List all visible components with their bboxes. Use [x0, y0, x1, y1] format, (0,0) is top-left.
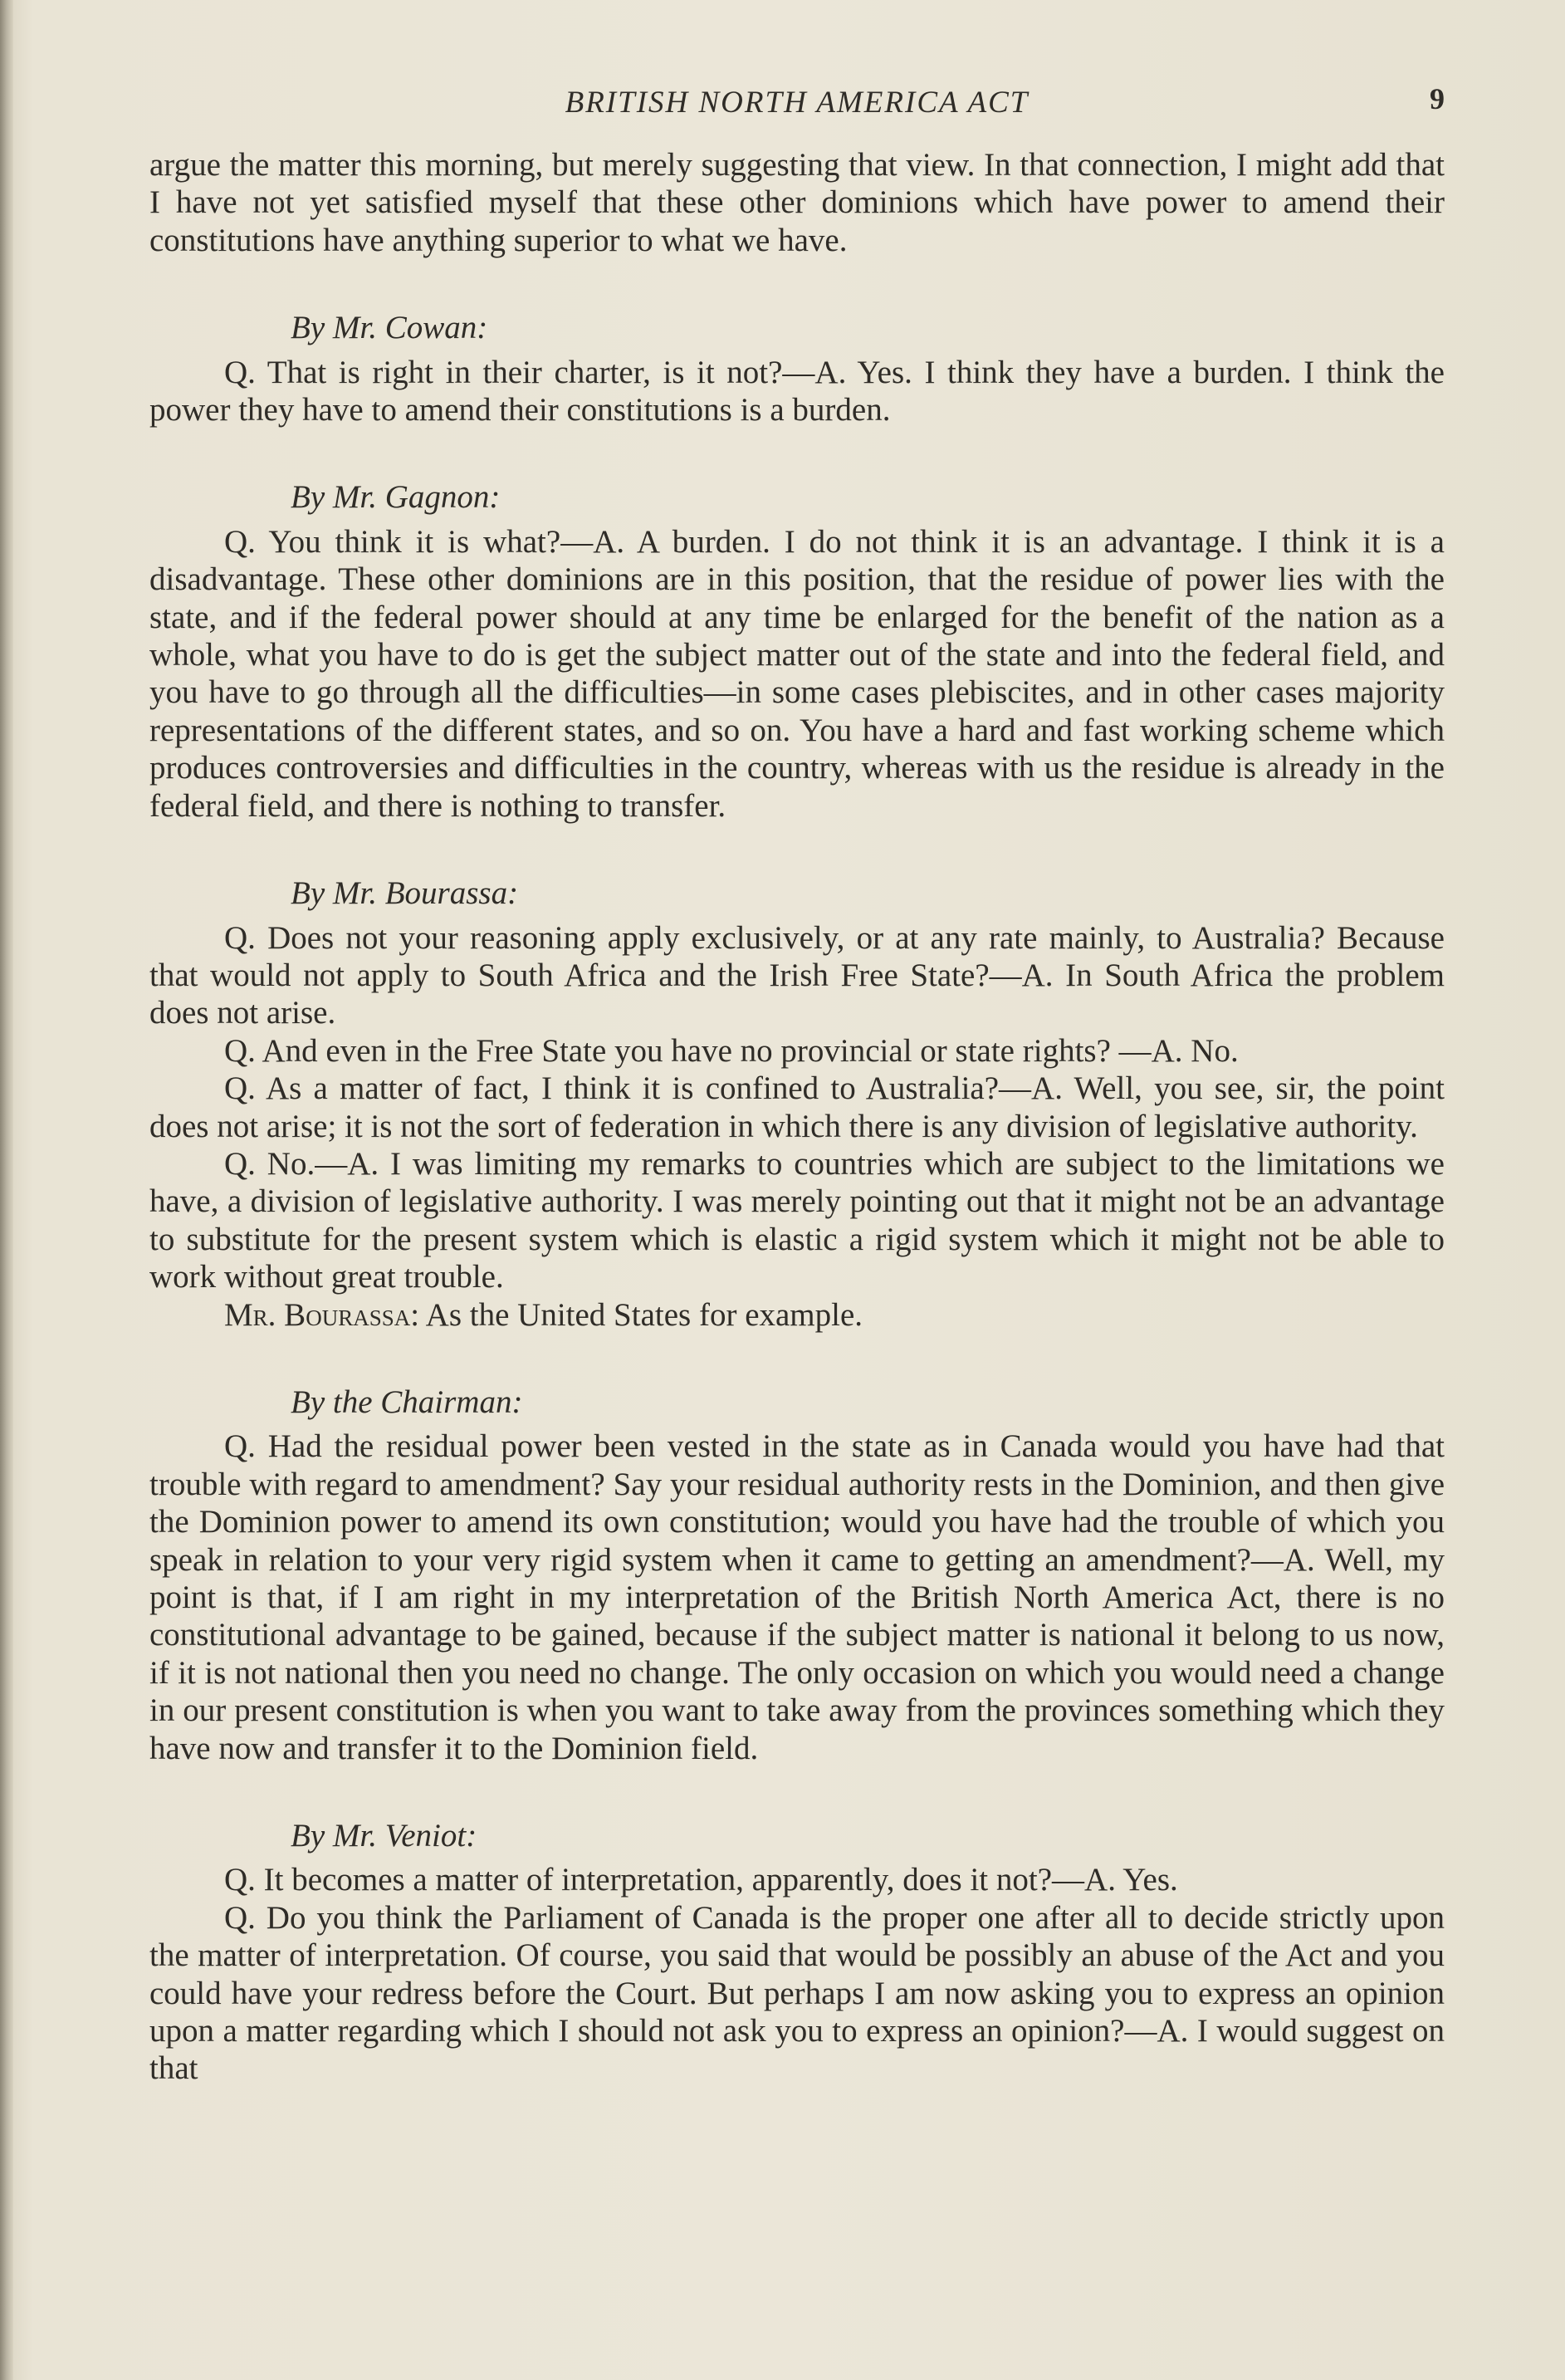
- remark-text: As the United States for example.: [419, 1296, 863, 1333]
- question-answer-bourassa-2: Q. And even in the Free State you have no provincial or state rights? —A. No.: [224, 1032, 1239, 1069]
- question-answer-bourassa-3: Q. As a matter of fact, I think it is confined to Australia?—A. Well, you see, sir, the point does not arise; it is not the sort of federation in which there is any division of legislative authority.: [149, 1070, 1445, 1144]
- question-answer-bourassa-4: Q. No.—A. I was limiting my remarks to countries which are subject to the limitations we have, a division of legislative authority. I was merely pointing out that it might not be an advantage to substitute for the present system which is elastic a rigid system which it might not be able to work without great trouble.: [149, 1145, 1445, 1295]
- page-binding-edge: [0, 0, 13, 2380]
- question-answer-veniot-1: Q. It becomes a matter of interpretation, apparently, does it not?—A. Yes.: [224, 1862, 1178, 1898]
- question-answer-gagnon: Q. You think it is what?—A. A burden. I do not think it is an advantage. I think it is a disadvantage. These other dominions are in this position, that the residue of power lies with the state, and if the federal power should at any time be enlarged for the benefit of the nation as a whole, what you have to do is get the subject matter out of the state and into the federal field, and you have to go through all the difficulties—in some cases plebiscites, and in other cases majority representations of the different states, and so on. You have a hard and fast working scheme which produces controversies and difficulties in the country, whereas with us the residue is already in the federal field, and there is nothing to transfer.: [149, 523, 1445, 824]
- bourassa-remark: [149, 1296, 1445, 1334]
- running-title: BRITISH NORTH AMERICA ACT: [565, 86, 1029, 120]
- speaker-heading-chairman: By the Chairman:: [291, 1383, 523, 1420]
- speaker-heading-veniot: By Mr. Veniot:: [291, 1818, 477, 1854]
- question-answer-bourassa-1: Q. Does not your reasoning apply exclusively, or at any rate mainly, to Australia? Because that would not apply to South Africa and the Irish Free State?—A. In South Africa the problem does not arise.: [149, 919, 1445, 1031]
- page-header: [149, 82, 1445, 126]
- question-answer-cowan: Q. That is right in their charter, is it not?—A. Yes. I think they have a burden. I think the power they have to amend their constitutions is a burden.: [149, 354, 1445, 428]
- transcript-body: [149, 146, 1445, 2088]
- speaker-heading-bourassa: By Mr. Bourassa:: [291, 875, 519, 912]
- speaker-heading-gagnon: By Mr. Gagnon:: [291, 479, 501, 516]
- question-answer-chairman: Q. Had the residual power been vested in the state as in Canada would you have had that trouble with regard to amendment? Say your residual authority rests in the Dominion, and then give the Dominion power to amend its own constitution; would you have had the trouble of which you speak in relation to your very rigid system when it came to getting an amendment?—A. Well, my point is that, if I am right in my interpretation of the British North America Act, there is no constitutional advantage to be gained, because if the subject matter is national it belong to us now, if it is not national then you need no change. The only occasion on which you would need a change in our present constitution is when you want to take away from the provinces something which they have now and transfer it to the Dominion field.: [149, 1428, 1445, 1766]
- speaker-heading-cowan: By Mr. Cowan:: [291, 310, 488, 346]
- remark-speaker-name: Mr. Bourassa:: [224, 1296, 420, 1333]
- question-answer-veniot-2: Q. Do you think the Parliament of Canada is the proper one after all to decide strictly upon the matter of interpretation. Of course, you said that would be possibly an abuse of the Act and you could have your redress before the Court. But perhaps I am now asking you to express an opinion upon a matter regarding which I should not ask you to express an opinion?—A. I would suggest on that: [149, 1899, 1445, 2087]
- continuation-paragraph: argue the matter this morning, but merely suggesting that view. In that connection, I might add that I have not yet satisfied myself that these other dominions which have power to amend their constitutions have anything superior to what we have.: [149, 147, 1445, 258]
- page-number: 9: [1430, 82, 1445, 115]
